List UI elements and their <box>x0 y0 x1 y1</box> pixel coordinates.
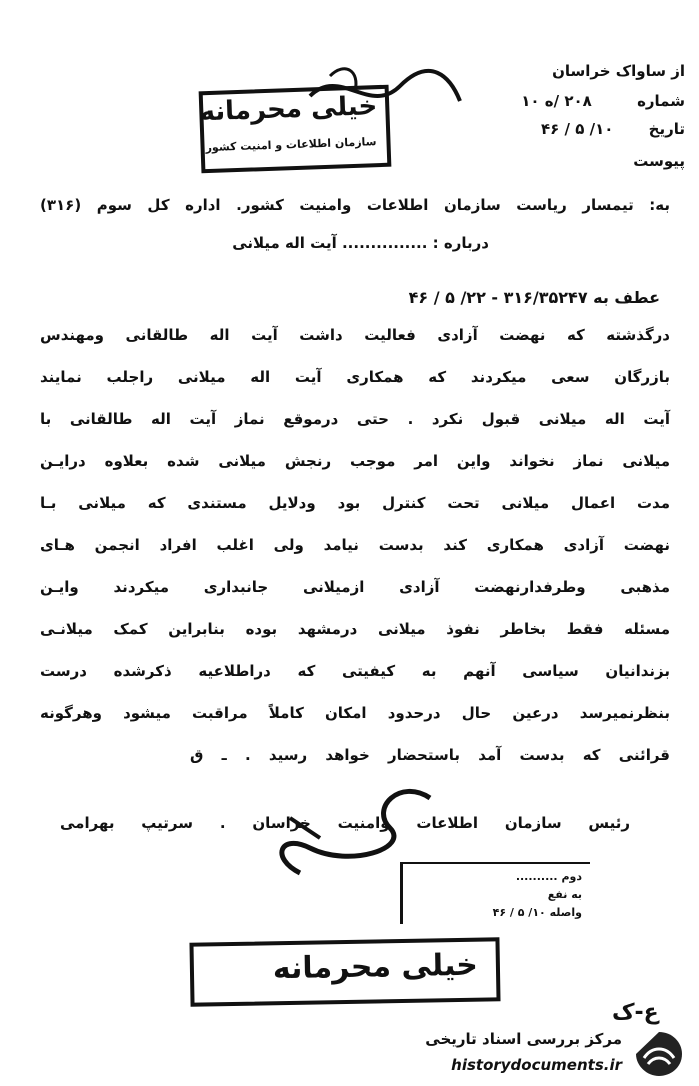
stamp-bottom-text: خیلی محرمانه <box>272 947 479 987</box>
date-row <box>541 120 685 138</box>
number-value: ۲۰۸ /ه ۱۰ <box>521 92 592 110</box>
date-label: تاریخ <box>648 120 685 138</box>
recipient-line: به: تیمسار ریاست سازمان اطلاعات وامنیت کشور. اداره کل سوم (۳۱۶) <box>40 196 670 214</box>
stamp-top-sub: سازمان اطلاعات و امنیت کشور <box>205 135 377 155</box>
number-row <box>521 92 685 110</box>
classification-stamp-bottom <box>189 937 500 1006</box>
body-line: نهضت آزادی همکاری کند بدست نیامد ولی اغلب افراد انجمن هـای <box>40 536 670 554</box>
body-line: مسئله فقط بخاطر نفوذ میلانی درمشهد بوده بنابراین کمک میلانـی <box>40 620 670 638</box>
stamp-top-main: خیلی محرمانه <box>199 91 378 128</box>
body-line: مذهبی وطرفدارنهضت آزادی ازمیلانی جانبداری میکردند وایـن <box>40 578 670 596</box>
body-line: قرائنی که بدست آمد باستحضار خواهد رسید . ـ ق <box>190 746 670 764</box>
watermark-url: historydocuments.ir <box>451 1056 622 1074</box>
watermark-title: مرکز بررسی اسناد تاریخی <box>425 1030 622 1048</box>
margin-note: ع-ک <box>612 1000 659 1025</box>
number-label: شماره <box>637 92 685 110</box>
from-row <box>552 62 685 80</box>
subject-line: درباره : ............... آیت اله میلانی <box>232 234 489 252</box>
registry-stamp <box>400 862 590 924</box>
from-label: از <box>671 62 685 80</box>
body-line: بنظرنمیرسد درعین حال درحدود امکان کاملاً مراقبت میشود وهرگونه <box>40 704 670 722</box>
registry-line-1: دوم .......... <box>515 870 582 883</box>
archive-logo-icon <box>632 1028 686 1080</box>
watermark <box>408 1024 690 1084</box>
signature-line: رئیس سازمان اطلاعات وامنیت خراسان . سرتیپ بهرامی <box>60 814 630 832</box>
body-line: درگذشته که نهضت آزادی فعالیت داشت آیت اله طالقانی ومهندس <box>40 326 670 344</box>
body-line: بازرگان سعی میکردند که همکاری آیت اله میلانی راجلب نمایند <box>40 368 670 386</box>
body-line: آیت اله میلانی قبول نکرد . حتی درموقع نماز آیت اله طالقانی با <box>40 410 670 428</box>
attachment-label: پیوست <box>633 152 685 170</box>
body-line: میلانی نماز نخواند واین امر موجب رنجش میلانی شده بعلاوه درایـن <box>40 452 670 470</box>
body-line: مدت اعمال میلانی تحت کنترل بود ودلایل مستندی که میلانی بـا <box>40 494 670 512</box>
header-scribble-icon <box>300 56 470 126</box>
registry-line-3: واصله ۱۰/ ۵ / ۴۶ <box>492 906 582 919</box>
reference-line: عطف به ۳۱۶/۳۵۲۴۷ - ۲۲/ ۵ / ۴۶ <box>408 288 660 307</box>
body-line: بزندانیان سیاسی آنهم به کیفیتی که دراطلاعیه ذکرشده درست <box>40 662 670 680</box>
from-value: ساواک خراسان <box>552 62 666 80</box>
attachment-row <box>633 152 685 170</box>
registry-line-2: به نفع <box>547 888 582 901</box>
date-value: ۱۰/ ۵ / ۴۶ <box>541 120 614 138</box>
